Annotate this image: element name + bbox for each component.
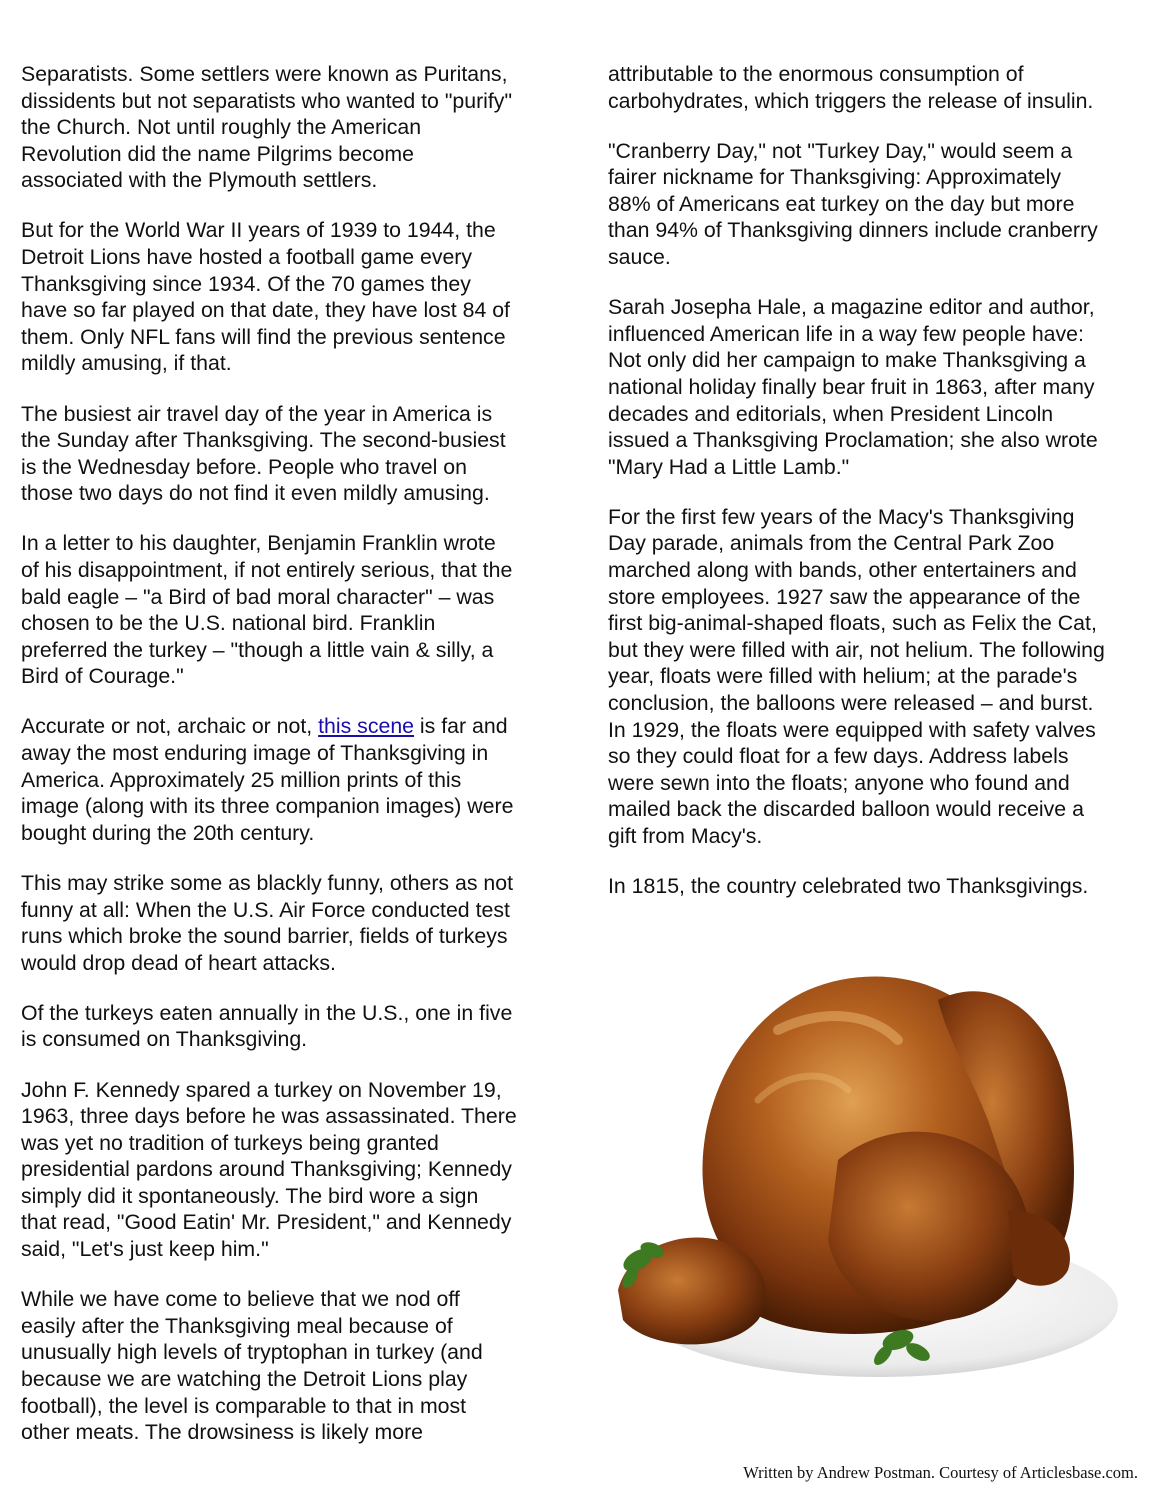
paragraph-detroit-lions: But for the World War II years of 1939 to 1944, the Detroit Lions have hosted a football game every Thanksgiving since 1934. Of the 70 games they have so far played on that date, they have lost 84 of them. Only NFL fans will find the previous sentence mildly amusing, if that. xyxy=(21,218,510,376)
right-column xyxy=(608,61,1143,923)
paragraph-text: Accurate or not, archaic or not, xyxy=(21,714,319,739)
roast-turkey-image xyxy=(608,960,1118,1385)
paragraph-tryptophan: While we have come to believe that we nod off easily after the Thanksgiving meal because of unusually high levels of tryptophan in turkey (and because we are watching the Detroit Lions play football), the level is comparable to that in most other meats. The drowsiness is likely more xyxy=(21,1287,483,1445)
paragraph-cranberry-day: "Cranberry Day," not "Turkey Day," would seem a fairer nickname for Thanksgiving: Approximately 88% of Americans eat turkey on the day but more than 94% of Thanksgiving dinners include cranberry sauce. xyxy=(608,138,1098,270)
paragraph-kennedy: John F. Kennedy spared a turkey on November 19, 1963, three days before he was assassinated. There was yet no tradition of turkeys being granted presidential pardons around Thanksgiving; Kennedy simply did it spontaneously. The bird wore a sign that read, "Good Eatin' Mr. President," and Kennedy said, "Let's just keep him." xyxy=(21,1077,517,1262)
paragraph-enduring-image xyxy=(21,713,556,846)
paragraph-one-in-five: Of the turkeys eaten annually in the U.S., one in five is consumed on Thanksgiving. xyxy=(21,1000,513,1052)
paragraph-puritans: Separatists. Some settlers were known as Puritans, dissidents but not separatists who wanted to "purify" the Church. Not until roughly the American Revolution did the name Pilgrims become associated with the Plymouth settlers. xyxy=(21,62,513,193)
paragraph-1815: In 1815, the country celebrated two Thanksgivings. xyxy=(608,874,1089,899)
paragraph-sarah-hale: Sarah Josepha Hale, a magazine editor and author, influenced American life in a way few people have: Not only did her campaign to make Thanksgiving a national holiday finally bear fruit in 1863, after many decades and editorials, when President Lincoln issued a Thanksgiving Proclamation; she also wrote "Mary Had a Little Lamb." xyxy=(608,295,1098,479)
paragraph-macys-parade: For the first few years of the Macy's Thanksgiving Day parade, animals from the Central Park Zoo marched along with bands, other entertainers and store employees. 1927 saw the appearance of the first big-animal-shaped floats, such as Felix the Cat, but they were filled with air, not helium. The following year, floats were filled with helium; at the parade's conclusion, the balloons were released – and burst. In 1929, the floats were equipped with safety valves so they could float for a few days. Address labels were sewn into the floats; anyone who found and mailed back the discarded balloon would receive a gift from Macy's. xyxy=(608,504,1105,848)
paragraph-sound-barrier: This may strike some as blackly funny, others as not funny at all: When the U.S. Air Force conducted test runs which broke the sound barrier, fields of turkeys would drop dead of heart attacks. xyxy=(21,870,513,975)
footer-credit: Written by Andrew Postman. Courtesy of Articlesbase.com. xyxy=(743,1463,1138,1482)
this-scene-link[interactable]: this scene xyxy=(318,714,415,739)
paragraph-text: is far and away the most enduring image of Thanksgiving in America. Approximately 25 million prints of this image (along with its three companion images) were bought during the 20th century. xyxy=(21,714,514,845)
left-column xyxy=(21,61,556,1469)
paragraph-franklin: In a letter to his daughter, Benjamin Franklin wrote of his disappointment, if not entirely serious, that the bald eagle – "a Bird of bad moral character" – was chosen to be the U.S. national bird. Franklin preferred the turkey – "though a little vain & silly, a Bird of Courage." xyxy=(21,531,513,689)
paragraph-carbohydrates: attributable to the enormous consumption of carbohydrates, which triggers the release of insulin. xyxy=(608,62,1094,113)
paragraph-air-travel: The busiest air travel day of the year in America is the Sunday after Thanksgiving. The second-busiest is the Wednesday before. People who travel on those two days do not find it even mildly amusing. xyxy=(21,401,506,506)
roast-turkey-icon xyxy=(608,960,1118,1385)
